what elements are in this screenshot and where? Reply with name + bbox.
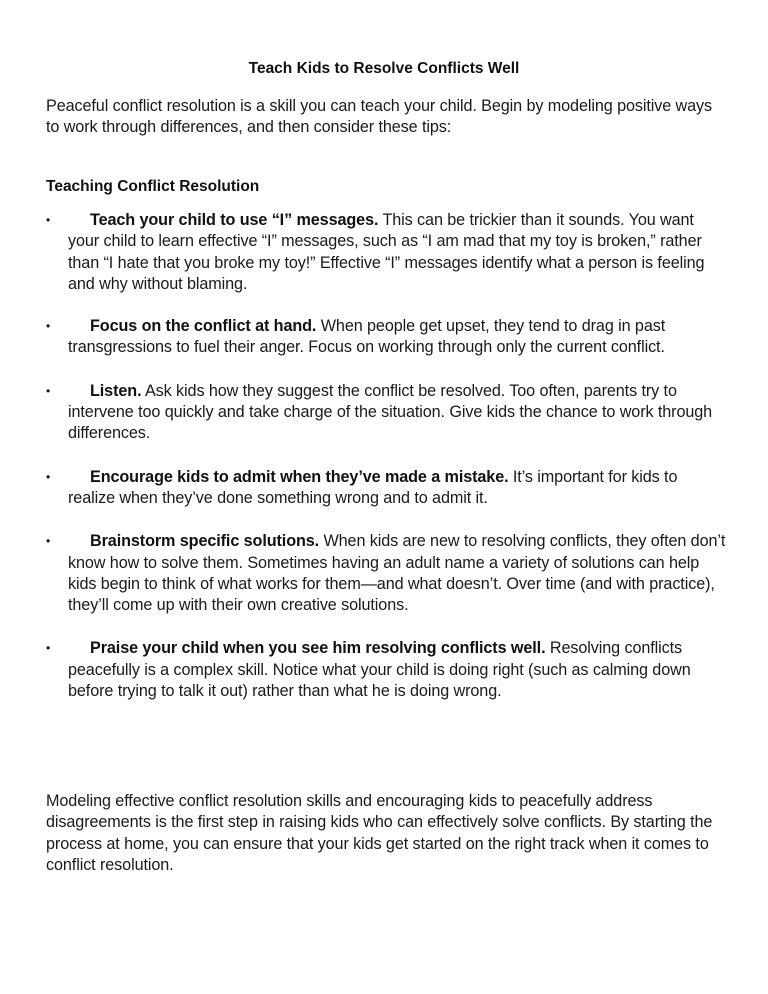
tip-lead: Teach your child to use “I” messages. [90, 211, 379, 229]
bullet-icon: • [46, 534, 51, 549]
tip-item [46, 638, 726, 702]
section-heading: Teaching Conflict Resolution [46, 178, 260, 195]
tip-body: When people get upset, they tend to drag in past transgressions to fuel their anger. Focus on working through only the current conflict. [68, 317, 666, 357]
tip-body: It’s important for kids to realize when they’ve done something wrong and to admit it. [68, 467, 678, 507]
tip-body: Ask kids how they suggest the conflict be resolved. Too often, parents try to intervene too quickly and take charge of the situation. Give kids the chance to work through differences. [68, 381, 713, 443]
intro-paragraph: Peaceful conflict resolution is a skill you can teach your child. Begin by modeling positive ways to work through differences, and then consider these tips: [46, 97, 713, 137]
bullet-icon: • [46, 383, 51, 398]
tip-item [46, 531, 726, 616]
tip-lead: Brainstorm specific solutions. [90, 532, 320, 551]
tip-body: Resolving conflicts peacefully is a complex skill. Notice what your child is doing right (such as calming down before trying to talk it out) rather than what he is doing wrong. [68, 639, 691, 701]
tip-item [46, 316, 726, 359]
bullet-icon: • [46, 469, 51, 484]
tip-lead: Focus on the conflict at hand. [90, 317, 317, 336]
tip-item [46, 210, 726, 295]
tip-item [46, 381, 726, 445]
tip-item [46, 467, 726, 510]
bullet-icon: • [46, 641, 51, 656]
document-title: Teach Kids to Resolve Conflicts Well [248, 60, 520, 77]
outro-paragraph: Modeling effective conflict resolution skills and encouraging kids to peacefully address disagreements is the first step in raising kids who can effectively solve conflicts. By starting the process at home, you can ensure that your kids get started on the right track when it comes to conflict resolution. [46, 792, 713, 874]
tips-list [46, 210, 726, 702]
tip-lead: Listen. [90, 381, 142, 400]
bullet-icon: • [46, 213, 51, 227]
tip-body: This can be trickier than it sounds. You want your child to learn effective “I” messages, such as “I am mad that my toy is broken,” rather than “I hate that you broke my toy!” Effective “I” messages identify what a person is feeling and why without blaming. [68, 211, 705, 293]
tip-lead: Encourage kids to admit when they’ve made a mistake. [90, 467, 509, 486]
tip-body: When kids are new to resolving conflicts, they often don’t know how to solve them. Sometimes having an adult name a variety of solutions can help kids begin to think of what works for them—and what doesn’t. Over time (and with practice), they’ll come up with their own creative solutions. [68, 532, 726, 615]
bullet-icon: • [46, 319, 51, 334]
tip-lead: Praise your child when you see him resolving conflicts well. [90, 639, 546, 658]
